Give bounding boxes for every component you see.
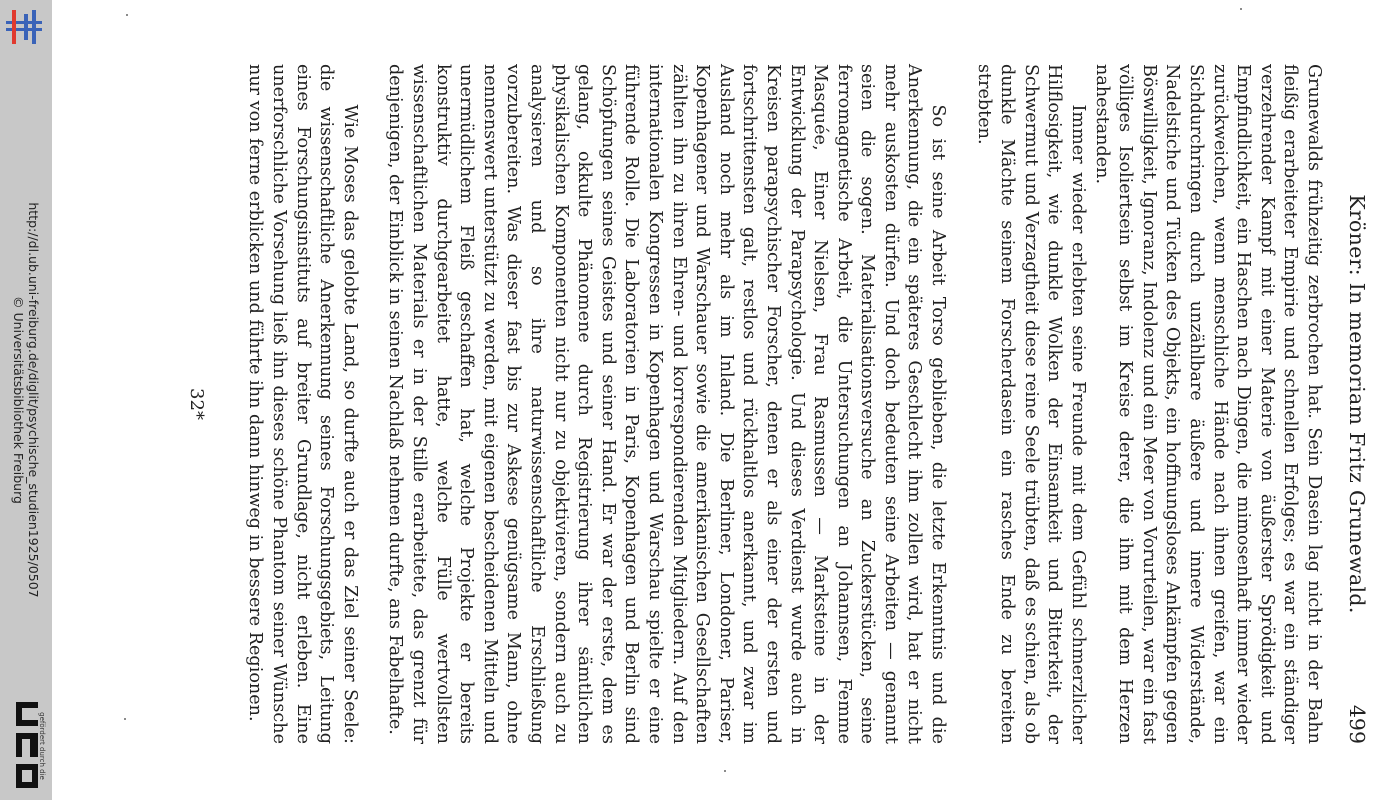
scanned-page: [52, 0, 1381, 800]
paragraph: So ist seine Arbeit Torso geblieben, die letzte Erkenntnis und die Anerkennung, die ein späteres Geschlecht ihm zollen wird, hat er nicht mehr auskosten dürfen. Und doch bedeuten seine Arbeiten — genannt seien die sogen. Materialisationsversuche an Zuckerstücken, seine ferromagnetische Arbeit, die Untersuchungen an Johannsen, Femme Masquée, Einer Nielsen, Frau Rasmussen — Marksteine in der Entwicklung der Parapsychologie. Und dieses Verdienst wurde auch in Kreisen parapsychischer Forscher, denen er als einer der ersten und fortschrittensten galt, restlos und rückhaltlos anerkannt, und zwar im Ausland noch mehr als im Inland. Die Berliner, Londoner, Pariser, Kopenhagener und Warschauer sowie die amerikanischen Gesellschaften zählten ihn zu ihren Ehren- und korrespondierenden Mitgliedern. Auf den internationalen Kongressen in Kopenhagen und Warschau spielte er eine führende Rolle. Die Laboratorien in Paris, Kopenhagen und Berlin sind Schöpfungen seines Geistes und seiner Hand. Er war der erste, dem es gelang, okkulte Phänomene durch Registrierung ihrer sämtlichen physikalischen Komponenten nicht nur zu objektivieren, sondern auch zu analysieren und so ihre naturwissenschaftliche Erschließung vorzubereiten. Was dieser fast bis zur Askese genügsame Mann, ohne nennenswert unterstützt zu werden, mit eigenen bescheidenen Mitteln und unermüdlichem Fleiß geschaffen hat, welche Projekte er bereits konstruktiv durchgearbeitet hatte, welche Fülle wertvollsten wissenschaftlichen Materials er in der Stille erarbeitete, das grenzt für denjenigen, der Einblick in seinen Nachlaß nehmen durfte, ans Fabelhafte.: [385, 64, 949, 744]
viewer-sidebar: [0, 0, 52, 800]
sheet-signature: 32*: [186, 388, 207, 420]
source-url-text: [11, 202, 41, 597]
dfg-badge: [2, 700, 50, 795]
rotated-page-content: [173, 64, 1373, 754]
article-body: [243, 64, 1325, 744]
copyright-notice: © Universitätsbibliothek Freiburg: [11, 296, 26, 504]
paragraph: Wie Moses das gelobte Land, so durfte auch er das Ziel seiner Seele: die wissenschaftliche Anerkennung seines Forschungsgebiets, Leitung eines Forschungsinstituts auf breiter Grundlage, nicht erleben. Eine unerforschliche Vorsehung ließ ihn dieses schöne Phantom seiner Wünsche nur von ferne erblicken und führte ihn dann hinweg in bessere Regionen.: [245, 64, 360, 744]
ub-freiburg-logo-icon: [2, 6, 46, 46]
page-header: [1339, 64, 1373, 744]
funder-caption: gefördert durch die: [38, 712, 46, 780]
dfg-logo-icon: [6, 700, 42, 792]
running-head: Kröner: In memoriam Fritz Grunewald.: [1345, 194, 1369, 614]
paragraph: Immer wieder erlebten seine Freunde mit dem Gefühl schmerzlicher Hilflosigkeit, wie dunkle Wolken der Einsamkeit und Bitterkeit, der Schwermut und Verzagtheit diese reine Seele trübten, daß es schien, als ob dunkle Mächte seinem Forscherdasein ein rasches Ende zu bereiten strebten.: [973, 64, 1089, 744]
paragraph: Grunewalds frühzeitig zerbrochen hat. Sein Dasein lag nicht in der Bahn fleißig erarbeiteter Empirie und schnellen Erfolges; es war ein ständiger verzehrender Kampf mit einer Materie von äußerster Sprödigkeit und Empfindlichkeit, ein Haschen nach Dingen, die mimosenhaft immer wieder zurückweichen, wenn menschliche Hände nach ihnen greifen, war ein Sichdurchringen durch unzählbare äußere und innere Widerstände, Nadelstiche und Tücken des Objekts, ein hoffnungsloses Ankämpfen gegen Böswilligkeit, Ignoranz, Indolenz und ein Meer von Vorurteilen, war ein fast völliges Isoliertsein selbst im Kreise derer, die ihm mit dem Herzen nahestanden.: [1091, 64, 1324, 744]
page-number: 499: [1345, 704, 1369, 744]
source-url[interactable]: http://dl.ub.uni-freiburg.de/diglit/psychische_studien1925/0507: [26, 202, 41, 598]
